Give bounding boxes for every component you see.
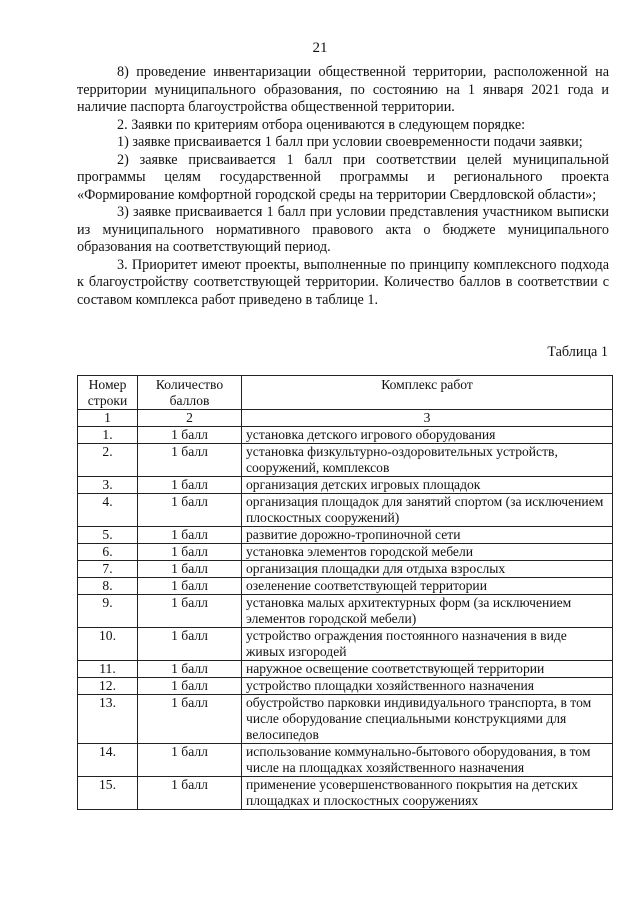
table-row (78, 477, 613, 494)
table-header-row (78, 376, 613, 410)
row-work-cell: организация детских игровых площадок (242, 477, 613, 494)
index-cell: 2 (138, 410, 242, 427)
row-number-cell: 9. (78, 595, 138, 628)
row-number-cell: 10. (78, 628, 138, 661)
table-row (78, 661, 613, 678)
row-points-cell: 1 балл (138, 595, 242, 628)
row-number-cell: 6. (78, 544, 138, 561)
row-points-cell: 1 балл (138, 444, 242, 477)
table-caption: Таблица 1 (547, 344, 608, 360)
paragraph-priority: 3. Приоритет имеют проекты, выполненные по принципу комплексного подхода к благоустройству соответствующей территории. Количество баллов в соответствии с составом комплекса работ приведено в таблице 1. (77, 256, 609, 308)
row-work-cell: организация площадки для отдыха взрослых (242, 561, 613, 578)
table-row (78, 561, 613, 578)
header-row-number: Номер строки (78, 376, 138, 410)
row-points-cell: 1 балл (138, 628, 242, 661)
index-cell: 1 (78, 410, 138, 427)
table-row (78, 628, 613, 661)
table-row (78, 444, 613, 477)
row-work-cell: применение усовершенствованного покрытия на детских площадках и плоскостных сооружениях (242, 777, 613, 810)
row-points-cell: 1 балл (138, 527, 242, 544)
row-work-cell: организация площадок для занятий спортом (за исключением плоскостных сооружений) (242, 494, 613, 527)
row-number-cell: 11. (78, 661, 138, 678)
row-work-cell: установка физкультурно-оздоровительных устройств, сооружений, комплексов (242, 444, 613, 477)
row-work-cell: устройство площадки хозяйственного назначения (242, 678, 613, 695)
document-body (77, 64, 609, 309)
row-points-cell: 1 балл (138, 544, 242, 561)
row-number-cell: 1. (78, 427, 138, 444)
paragraph-criterion-3: 3) заявке присваивается 1 балл при условии представления участником выписки из муниципального нормативного правового акта о бюджете муниципального образования на соответствующий период. (77, 204, 609, 255)
row-work-cell: обустройство парковки индивидуального транспорта, в том числе оборудование специальными конструкциями для велосипедов (242, 695, 613, 744)
row-number-cell: 3. (78, 477, 138, 494)
paragraph-criterion-1: 1) заявке присваивается 1 балл при условии своевременности подачи заявки; (117, 134, 583, 150)
paragraph-criterion-2: 2) заявке присваивается 1 балл при соответствии целей муниципальной программы целям государственной программы и регионального проекта «Формирование комфортной городской среды на территории Свердловской области»; (77, 151, 609, 203)
row-points-cell: 1 балл (138, 578, 242, 595)
row-number-cell: 7. (78, 561, 138, 578)
table-row (78, 578, 613, 595)
row-number-cell: 2. (78, 444, 138, 477)
table-row (78, 678, 613, 695)
table-row (78, 544, 613, 561)
row-work-cell: установка элементов городской мебели (242, 544, 613, 561)
index-cell: 3 (242, 410, 613, 427)
table-row (78, 777, 613, 810)
row-number-cell: 5. (78, 527, 138, 544)
table-row (78, 494, 613, 527)
table-row (78, 527, 613, 544)
row-points-cell: 1 балл (138, 427, 242, 444)
row-work-cell: установка малых архитектурных форм (за исключением элементов городской мебели) (242, 595, 613, 628)
row-work-cell: наружное освещение соответствующей территории (242, 661, 613, 678)
row-number-cell: 15. (78, 777, 138, 810)
row-work-cell: установка детского игрового оборудования (242, 427, 613, 444)
paragraph-item-8: 8) проведение инвентаризации общественной территории, расположенной на территории муниципального образования, по состоянию на 1 января 2021 года и наличие паспорта благоустройства общественной территории. (77, 64, 609, 115)
row-work-cell: использование коммунально-бытового оборудования, в том числе на площадках хозяйственного назначения (242, 744, 613, 777)
row-work-cell: озеленение соответствующей территории (242, 578, 613, 595)
table-body (78, 410, 613, 810)
page-number: 21 (312, 40, 328, 56)
row-number-cell: 4. (78, 494, 138, 527)
paragraph-criteria-order: 2. Заявки по критериям отбора оцениваются в следующем порядке: (117, 116, 526, 133)
row-work-cell: устройство ограждения постоянного назначения в виде живых изгородей (242, 628, 613, 661)
works-table (77, 375, 613, 810)
header-works: Комплекс работ (242, 376, 613, 410)
row-points-cell: 1 балл (138, 678, 242, 695)
row-points-cell: 1 балл (138, 494, 242, 527)
row-points-cell: 1 балл (138, 695, 242, 744)
row-number-cell: 13. (78, 695, 138, 744)
table-row (78, 695, 613, 744)
row-number-cell: 8. (78, 578, 138, 595)
row-points-cell: 1 балл (138, 661, 242, 678)
row-points-cell: 1 балл (138, 561, 242, 578)
row-number-cell: 14. (78, 744, 138, 777)
row-work-cell: развитие дорожно-тропиночной сети (242, 527, 613, 544)
row-points-cell: 1 балл (138, 477, 242, 494)
row-points-cell: 1 балл (138, 777, 242, 810)
table-row (78, 427, 613, 444)
row-points-cell: 1 балл (138, 744, 242, 777)
table-row (78, 744, 613, 777)
table-row (78, 595, 613, 628)
table-index-row (78, 410, 613, 427)
row-number-cell: 12. (78, 678, 138, 695)
header-points: Количество баллов (138, 376, 242, 410)
